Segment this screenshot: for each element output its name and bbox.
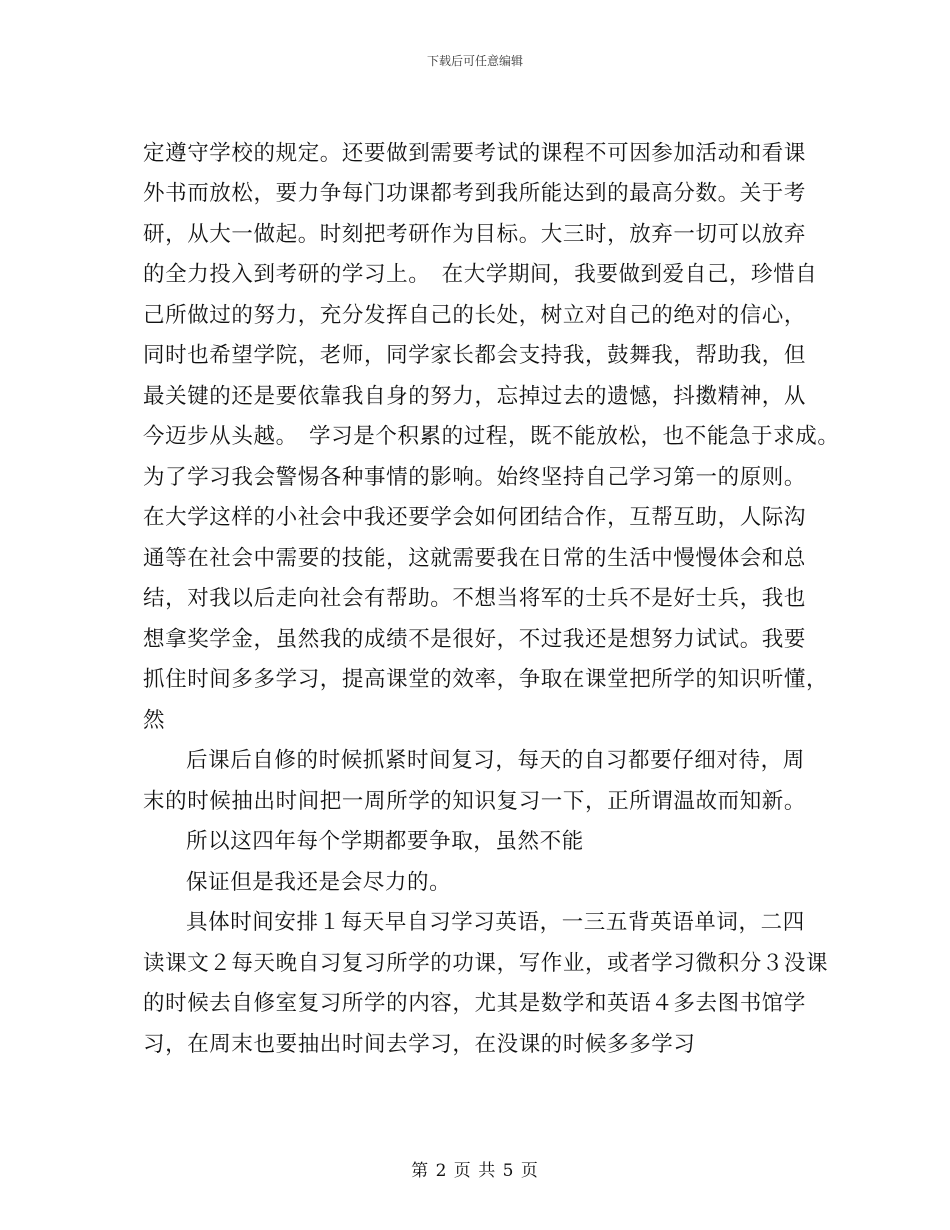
body-line: 保证但是我还是会尽力的。	[186, 870, 452, 895]
body-line: 所以这四年每个学期都要争取，虽然不能	[186, 829, 584, 854]
body-line: 读课文２每天晚自习复习所学的功课，写作业，或者学习微积分３没课	[143, 951, 829, 976]
body-line: 具体时间安排１每天早自习学习英语，一三五背英语单词，二四	[186, 910, 805, 935]
body-line: 今迈步从头越。 学习是个积累的过程，既不能放松，也不能急于求成。	[143, 424, 840, 449]
body-line: 然	[143, 708, 166, 733]
page-number: 第 2 页 共 5 页	[411, 1161, 539, 1181]
body-line: 同时也希望学院，老师，同学家长都会支持我，鼓舞我，帮助我，但	[143, 343, 807, 368]
body-line: 习，在周末也要抽出时间去学习，在没课的时候多多学习	[143, 1032, 696, 1057]
body-line: 己所做过的努力，充分发挥自己的长处，树立对自己的绝对的信心，	[143, 303, 807, 328]
body-line: 为了学习我会警惕各种事情的影响。始终坚持自己学习第一的原则。	[143, 465, 807, 490]
body-line: 抓住时间多多学习，提高课堂的效率，争取在课堂把所学的知识听懂，	[143, 667, 829, 692]
body-line: 结，对我以后走向社会有帮助。不想当将军的士兵不是好士兵，我也	[143, 586, 807, 611]
body-line: 末的时候抽出时间把一周所学的知识复习一下，正所谓温故而知新。	[143, 789, 807, 814]
body-line: 最关键的还是要依靠我自身的努力，忘掉过去的遗憾，抖擞精神，从	[143, 384, 807, 409]
body-line: 在大学这样的小社会中我还要学会如何团结合作，互帮互助，人际沟	[143, 505, 807, 530]
body-line: 的全力投入到考研的学习上。 在大学期间，我要做到爱自己，珍惜自	[143, 262, 818, 287]
body-line: 后课后自修的时候抓紧时间复习，每天的自习都要仔细对待，周	[186, 748, 805, 773]
body-line: 定遵守学校的规定。还要做到需要考试的课程不可因参加活动和看课	[143, 141, 807, 166]
body-line: 的时候去自修室复习所学的内容，尤其是数学和英语４多去图书馆学	[143, 991, 807, 1016]
body-line: 研，从大一做起。时刻把考研作为目标。大三时，放弃一切可以放弃	[143, 222, 807, 247]
body-line: 想拿奖学金，虽然我的成绩不是很好，不过我还是想努力试试。我要	[143, 627, 807, 652]
body-line: 外书而放松，要力争每门功课都考到我所能达到的最高分数。关于考	[143, 181, 807, 206]
body-line: 通等在社会中需要的技能，这就需要我在日常的生活中慢慢体会和总	[143, 546, 807, 571]
page-header: 下载后可任意编辑	[426, 54, 523, 68]
